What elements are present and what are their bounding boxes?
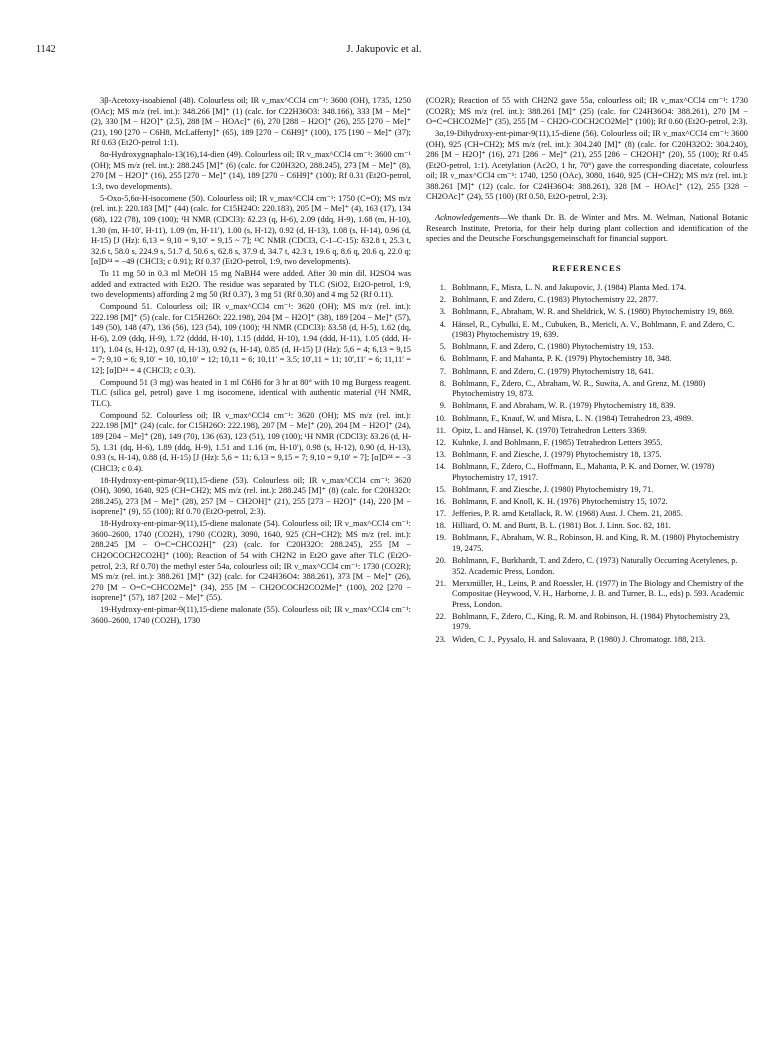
page-header	[36, 44, 732, 60]
reference-text: Kuhnke, J. and Bohlmann, F. (1985) Tetrahedron Letters 3955.	[452, 437, 663, 447]
reference-number: 22.	[435, 611, 446, 621]
reference-item	[426, 379, 748, 400]
reference-item	[426, 509, 748, 520]
reference-text: Bohlmann, F. and Zdero, C. (1980) Phytochemistry 19, 153.	[452, 342, 654, 352]
references-list	[426, 283, 748, 645]
reference-number: 1.	[439, 283, 446, 293]
reference-text: Bohlmann, F., Abraham, W. R. and Sheldrick, W. S. (1980) Phytochemistry 19, 869.	[452, 307, 734, 317]
reference-number: 15.	[435, 484, 446, 494]
reference-text: Widen, C. J., Pyysalo, H. and Salovaara, P. (1980) J. Chromatogr. 188, 213.	[452, 634, 706, 644]
paragraph-compound-48: 3β-Acetoxy-isoabienol (48). Colourless oil; IR ν_max^CCl4 cm⁻¹: 3600 (OH), 1735, 1250 (OAc); MS m/z (rel. int.): 348.266 [M]⁺ (1) (calc. for C22H36O3: 348.166), 333 [M − Me]⁺ (2), 330 [M − H2O]⁺ (2.5), 288 [M − HOAc]⁺ (6), 270 [288 − H2O]⁺ (26), 255 [270 − Me]⁺ (21), 190 [270 − C6H8, McLafferty]⁺ (65), 189 [270 − C6H9]⁺ (100), 175 [190 − Me]⁺ (37); Rf 0.63 (Et2O-petrol 1:1).	[91, 96, 411, 148]
paragraph-reduction: To 11 mg 50 in 0.3 ml MeOH 15 mg NaBH4 were added. After 30 min dil. H2SO4 was added and extracted with Et2O. The residue was separated by TLC (SiO2, Et2O-petrol, 1:9, two developments) affording 2 mg 50 (Rf 0.37), 3 mg 51 (Rf 0.30) and 4 mg 52 (Rf 0.11).	[91, 269, 411, 300]
reference-number: 10.	[435, 413, 446, 423]
reference-text: Bohlmann, F. and Zdero, C. (1979) Phytochemistry 18, 641.	[452, 366, 654, 376]
reference-number: 18.	[435, 521, 446, 531]
reference-number: 4.	[439, 319, 446, 329]
reference-item	[426, 401, 748, 412]
left-column	[91, 96, 411, 628]
reference-text: Opitz, L. and Hänsel, K. (1970) Tetrahedron Letters 3369.	[452, 425, 647, 435]
reference-text: Bohlmann, F., Knauf, W. and Misra, L. N. (1984) Tetrahedron 23, 4989.	[452, 413, 694, 423]
paragraph-compound-52: Compound 52. Colourless oil; IR ν_max^CCl4 cm⁻¹: 3620 (OH); MS m/z (rel. int.): 222.198 [M]⁺ (24) (calc. for C15H26O: 222.198), 207 [M − Me]⁺ (20), 204 [M − H2O]⁺ (24), 189 [204 − Me]⁺ (28), 149 (70), 136 (63), 123 (51), 109 (100); ¹H NMR (CDCl3): δ3.26 (d, H-5), 1.31 (dq, H-6), 1.89 (ddq, H-9), 1.51 and 1.16 (m, H-10′), 0.98 (s, H-12), 0.90 (d, H-13), 0.93 (s, H-14), 0.88 (d, H-15) [J (Hz): 5,6 = 11; 6,13 = 9,15 = 7; 9,10 = 9,10′ = 7]; [α]D²⁴ = −3 (CHCl3; c 0.4).	[91, 410, 411, 473]
reference-item	[426, 556, 748, 577]
reference-number: 12.	[435, 437, 446, 447]
reference-number: 20.	[435, 556, 446, 566]
paragraph-compound-49: 8α-Hydroxygnaphalo-13(16),14-dien (49). Colourless oil; IR ν_max^CCl4 cm⁻¹: 3600 cm⁻¹ (OH); MS m/z (rel. int.): 288.245 [M]⁺ (6) (calc. for C20H32O, 288.245), 273 [M − Me]⁺ (8), 270 [M − H2O]⁺ (16), 255 [270 − Me]⁺ (14), 189 [270 − C6H9]⁺ (100); Rf 0.31 (Et2O-petrol, 1:3, two developments).	[91, 150, 411, 191]
reference-text: Bohlmann, F. and Mahanta, P. K. (1979) Phytochemistry 18, 348.	[452, 354, 672, 364]
reference-text: Bohlmann, F., Zdero, C., King, R. M. and Robinson, H. (1984) Phytochemistry 23, 1979.	[452, 611, 731, 632]
reference-number: 23.	[435, 634, 446, 644]
reference-number: 21.	[435, 578, 446, 588]
reference-number: 7.	[439, 366, 446, 376]
reference-item	[426, 342, 748, 353]
reference-item	[426, 497, 748, 508]
reference-number: 9.	[439, 401, 446, 411]
paragraph-burgess: Compound 51 (3 mg) was heated in 1 ml C6H6 for 3 hr at 80° with 10 mg Burgess reagent. TLC (silica gel, petrol) gave 1 mg isocomene, identical with authentic material (¹H NMR, TLC).	[91, 377, 411, 408]
reference-number: 17.	[435, 509, 446, 519]
reference-number: 2.	[439, 295, 446, 305]
reference-text: Bohlmann, F. and Ziesche, J. (1979) Phytochemistry 18, 1375.	[452, 449, 662, 459]
right-column	[426, 96, 748, 647]
reference-item	[426, 426, 748, 437]
reference-number: 6.	[439, 354, 446, 364]
reference-item	[426, 283, 748, 294]
reference-number: 3.	[439, 307, 446, 317]
reference-item	[426, 450, 748, 461]
acknowledgements-label: Acknowledgements	[435, 212, 500, 222]
page-number: 1142	[36, 44, 56, 55]
paragraph-compound-51: Compound 51. Colourless oil; IR ν_max^CCl4 cm⁻¹: 3620 (OH); MS m/z (rel. int.): 222.198 [M]⁺ (5) (calc. for C15H26O: 222.198), 204 [M − H2O]⁺ (38), 189 [204 − Me]⁺ (57), 149 (50), 148 (47), 136 (56), 123 (54), 109 (100); ¹H NMR (CDCl3): δ3.58 (d, H-5), 1.62 (dq, H-6), 2.09 (ddq, H-9), 1.72 (dddd, H-10), 1.15 (dddd, H-10), 1.94 (ddd, H-11), 1.05 (ddd, H-11′), 1.04 (s, H-12), 0.97 (d, H-13), 0.92 (s, H-14), 0.85 (d, H-15) [J (Hz): 5,6 = 4; 6,13 = 9,15 = 7; 9,10 = 6; 9,10′ = 10, 10,10′ = 12; 10,11 = 6; 10,11′ = 3.5; 10′,11 = 11; 10′,11′ = 6; 11,11′ = 12]; [α]D²⁴ = 4 (CHCl3; c 0.3).	[91, 302, 411, 375]
reference-text: Hilliard, O. M. and Burtt, B. L. (1981) Bot. J. Linn. Soc. 82, 181.	[452, 521, 671, 531]
reference-item	[426, 414, 748, 425]
paragraph-compound-50: 5-Oxo-5,6α-H-isocomene (50). Colourless oil; IR ν_max^CCl4 cm⁻¹: 1750 (C=O); MS m/z (rel. int.): 220.183 [M]⁺ (44) (calc. for C15H24O: 220.183), 205 [M − Me]⁺ (4), 163 (17), 134 (68), 122 (78), 109 (100); ¹H NMR (CDCl3): δ2.23 (q, H-6), 2.09 (ddq, H-9), 1.68 (m, H-10), 1.30 (m, H-10′, H-11), 1.09 (m, H-11′), 1.00 (s, H-12), 0.92 (d, H-13), 1.08 (s, H-14), 0.96 (d, H-15) [J (Hz): 6,13 = 9,10 = 9,10′ = 9,15 ~ 7]; ¹³C NMR (CDCl3, C-1–C-15): δ32.8 t, 25.3 t, 32.6 t, 58.0 s, 224.9 s, 51.7 d, 50.6 s, 62.8 s, 37.9 d, 34.7 t, 42.3 t, 19.6 q, 8.6 q, 20.6 q, 22.0 q; [α]D²⁴ = −49 (CHCl3; c 0.91); Rf 0.37 (Et2O-petrol, 1:9, two developments).	[91, 193, 411, 267]
paragraph-compound-55-cont: (CO2R); Reaction of 55 with CH2N2 gave 55a, colourless oil; IR ν_max^CCl4 cm⁻¹: 1730 (CO2R); MS m/z (rel. int.): 388.261 [M]⁺ (25) (calc. for C24H36O4: 388.261), 270 [M − O=C=CHCO2Me]⁺ (35), 255 [M − CH2O-COCH2CO2Me]⁺ (100); Rf 0.60 (Et2O-petrol, 2:3).	[426, 96, 748, 127]
reference-text: Bohlmann, F., Burkhardt, T. and Zdero, C. (1973) Naturally Occurring Acetylenes, p. 352. Academic Press, London.	[452, 556, 738, 576]
reference-item	[426, 485, 748, 496]
reference-text: Bohlmann, F., Zdero, C., Hoffmann, E., Mahanta, P. K. and Dorner, W. (1978) Phytochemistry 17, 1917.	[452, 462, 715, 482]
reference-item	[426, 354, 748, 365]
reference-item	[426, 320, 748, 341]
paragraph-compound-56: 3α,19-Dihydroxy-ent-pimar-9(11),15-diene (56). Colourless oil; IR ν_max^CCl4 cm⁻¹: 3600 (OH), 925 (CH=CH2); MS m/z (rel. int.): 304.240 [M]⁺ (8) (calc. for C20H32O2: 304.240), 286 [M − H2O]⁺ (16), 271 [286 − Me]⁺ (21), 255 [286 − CH2OH]⁺ (20), 55 (100); Rf 0.45 (Et2O-petrol, 1:1). Acetylation (Ac2O, 1 hr, 70°) gave the corresponding diacetate, colourless oil; IR ν_max^CCl4 cm⁻¹: 1740, 1250 (OAc), 3080, 1640, 925 (CH=CH2); MS m/z (rel. int.): 388.261 [M]⁺ (12) (calc. for C24H36O4: 388.261), 328 [M − HOAc]⁺ (12), 255 [328 − CH2OAc]⁺ (24), 55 (100) (Rf 0.50, Et2O-petrol, 2:3).	[426, 129, 748, 202]
reference-text: Jefferies, P. R. amd Ketallack, R. W. (1968) Aust. J. Chem. 21, 2085.	[452, 509, 683, 519]
reference-number: 5.	[439, 342, 446, 352]
reference-text: Bohlmann, F., Misra, L. N. and Jakupovic, J. (1984) Planta Med. 174.	[452, 283, 687, 293]
reference-number: 16.	[435, 496, 446, 506]
reference-item	[426, 295, 748, 306]
reference-number: 14.	[435, 462, 446, 472]
reference-item	[426, 579, 748, 611]
reference-number: 13.	[435, 449, 446, 459]
running-head: J. Jakupovic et al.	[346, 44, 422, 55]
reference-text: Bohlmann, F. and Ziesche, J. (1980) Phytochemistry 19, 71.	[452, 484, 654, 494]
reference-text: Bohlmann, F. and Zdero, C. (1983) Phytochemistry 22, 2877.	[452, 295, 658, 305]
reference-text: Bohlmann, F. and Abraham, W. R. (1979) Phytochemistry 18, 839.	[452, 401, 676, 411]
reference-text: Bohlmann, F., Zdero, C., Abraham, W. R., Suwita, A. and Grenz, M. (1980) Phytochemistry 19, 873.	[452, 378, 706, 399]
reference-item	[426, 635, 748, 646]
reference-item	[426, 367, 748, 378]
reference-text: Hänsel, R., Cybulki, E. M., Cubuken, B., Mericli, A. V., Bohlmann, F. and Zdero, C. (1983) Phytochemistry 19, 639.	[452, 319, 735, 340]
reference-item	[426, 533, 748, 554]
reference-number: 11.	[435, 425, 446, 435]
paragraph-compound-54: 18-Hydroxy-ent-pimar-9(11),15-diene malonate (54). Colourless oil; IR ν_max^CCl4 cm⁻¹: 3600–2600, 1740 (CO2H), 1790 (CO2R), 3090, 1640, 925 (CH=CH2); MS m/z (rel. int.): 288.245 [M − O=C=CHCO2H]⁺ (23) (calc. for C20H32O: 288.245), 255 [M − CH2OCOCH2CO2H]⁺ (100); Reaction of 54 with CH2N2 in Et2O gave after TLC (Et2O-petrol, 2:3, Rf 0.70) the methyl ester 54a, colourless oil; IR ν_max^CCl4 cm⁻¹: 1730 (CO2R); MS m/z (rel. int.): 388.261 [M]⁺ (32) (calc. for C24H36O4: 388.261), 373 [M − Me]⁺ (26), 270 [M − O=C=CHCO2Me]⁺ (34), 255 [M − CH2OCOCH2CO2Me]⁺ (100), 202 [270 − isoprene]⁺ (57), 187 [202 − Me]⁺ (55).	[91, 519, 411, 603]
references-heading: REFERENCES	[552, 262, 622, 273]
reference-number: 8.	[439, 378, 446, 388]
reference-text: Bohlmann, F., Abraham, W. R., Robinson, H. and King, R. M. (1980) Phytochemistry 19, 2475.	[452, 533, 740, 553]
paragraph-compound-53: 18-Hydroxy-ent-pimar-9(11),15-diene (53). Colourless oil; IR ν_max^CCl4 cm⁻¹: 3620 (OH), 3090, 1640, 925 (CH=CH2); MS m/z (rel. int.): 288.245 [M]⁺ (8) (calc. for C20H32O: 288.245), 273 [M − Me]⁺ (28), 257 [M − CH2OH]⁺ (21), 255 [273 − H2O]⁺ (14), 220 [M − isoprene]⁺ (9), 55 (100); Rf 0.70 (Et2O-petrol, 2:3).	[91, 475, 411, 517]
reference-text: Bohlmann, F. and Knoll, K. H. (1976) Phytochemistry 15, 1072.	[452, 496, 668, 506]
reference-text: Merxmüller, H., Leins, P. and Roessler, H. (1977) in The Biology and Chemistry of the Compositae (Heywood, V. H., Harborne, J. B. and Turner, B. L., eds) p. 593. Academic Press, London.	[452, 578, 745, 609]
reference-number: 19.	[435, 533, 446, 543]
reference-item	[426, 612, 748, 633]
reference-item	[426, 438, 748, 449]
acknowledgements-text: —We thank Dr. B. de Winter and Mrs. M. Welman, National Botanic Research Institute, Pretoria, for their help during plant collection and identification of the species and the Deutsche Forschungsgemeinschaft for financial support.	[426, 212, 748, 244]
acknowledgements	[426, 213, 748, 245]
reference-item	[426, 462, 748, 483]
reference-item	[426, 307, 748, 318]
paragraph-compound-55: 19-Hydroxy-ent-pimar-9(11),15-diene malonate (55). Colourless oil; IR ν_max^CCl4 cm⁻¹: 3600–2600, 1740 (CO2H), 1730	[91, 605, 411, 625]
reference-item	[426, 521, 748, 532]
